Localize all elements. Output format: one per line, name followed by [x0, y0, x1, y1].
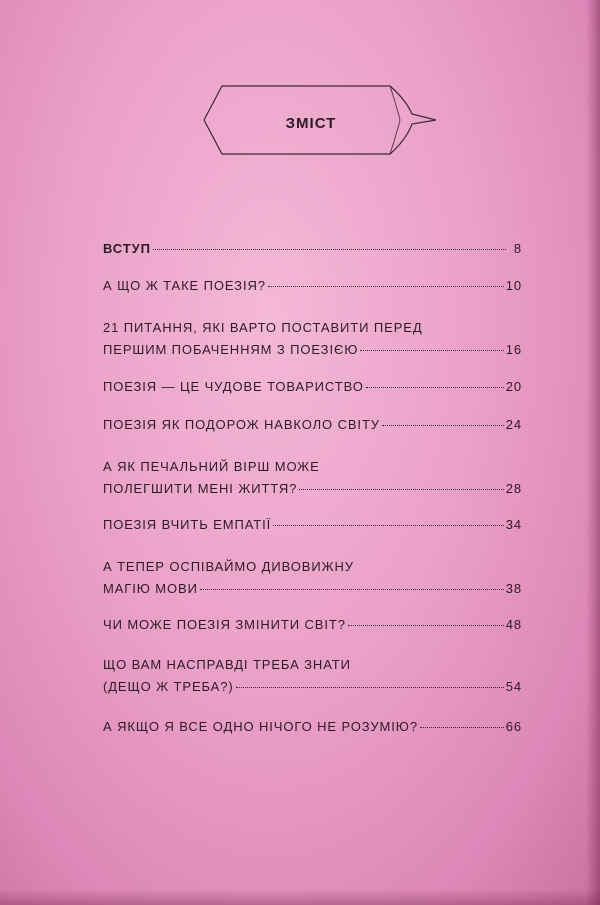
toc-entry-title-line2: (ДЕЩО Ж ТРЕБА?) — [103, 679, 234, 694]
page-bottom-shadow — [0, 889, 600, 905]
toc-entry-title-line2: ПЕРШИМ ПОБАЧЕННЯМ З ПОЕЗІЄЮ — [103, 342, 359, 357]
toc-page-number: 28 — [505, 481, 522, 496]
title-frame — [200, 84, 440, 158]
toc-entry[interactable] — [103, 414, 522, 436]
toc-entry-title: ПОЕЗІЯ ВЧИТЬ ЕМПАТІЇ — [103, 517, 272, 532]
dot-leader — [200, 588, 504, 590]
toc-page-number: 16 — [505, 342, 522, 357]
toc-entry-title-line2: ПОЛЕГШИТИ МЕНІ ЖИТТЯ? — [103, 481, 298, 496]
dot-leader — [236, 686, 504, 688]
toc-entry-title: ПОЕЗІЯ ЯК ПОДОРОЖ НАВКОЛО СВІТУ — [103, 417, 380, 432]
toc-page-number: 34 — [505, 517, 522, 532]
dot-leader — [348, 624, 504, 626]
toc-entry-title: А ЯКЩО Я ВСЕ ОДНО НІЧОГО НЕ РОЗУМІЮ? — [103, 719, 418, 734]
toc-page-number: 24 — [505, 417, 522, 432]
toc-entry[interactable] — [103, 275, 522, 297]
toc-page-number: 8 — [513, 241, 522, 256]
page-edge-shadow — [586, 0, 600, 905]
toc-entry-title: А ЯК ПЕЧАЛЬНИЙ ВІРШ МОЖЕ — [103, 459, 320, 474]
toc-entry[interactable] — [103, 456, 522, 500]
toc-page-number: 48 — [505, 617, 522, 632]
toc-entry-title: А ТЕПЕР ОСПІВАЙМО ДИВОВИЖНУ — [103, 559, 354, 574]
toc-entry-title: А ЩО Ж ТАКЕ ПОЕЗІЯ? — [103, 278, 266, 293]
toc-entry-title: ЩО ВАМ НАСПРАВДІ ТРЕБА ЗНАТИ — [103, 657, 351, 672]
dot-leader — [420, 726, 504, 728]
toc-entry[interactable] — [103, 514, 522, 536]
toc-page-number: 66 — [505, 719, 522, 734]
dot-leader — [366, 386, 504, 388]
toc-entry-title: ЧИ МОЖЕ ПОЕЗІЯ ЗМІНИТИ СВІТ? — [103, 617, 346, 632]
toc-entry[interactable] — [103, 654, 522, 698]
toc-entry[interactable] — [103, 376, 522, 398]
toc-page-number: 10 — [505, 278, 522, 293]
dot-leader — [268, 285, 504, 287]
toc-entry[interactable] — [103, 716, 522, 738]
toc-entry-title: ВСТУП — [103, 241, 151, 256]
dot-leader — [153, 248, 506, 250]
toc-entry[interactable] — [103, 317, 522, 361]
toc-entry-title: 21 ПИТАННЯ, ЯКІ ВАРТО ПОСТАВИТИ ПЕРЕД — [103, 320, 423, 335]
dot-leader — [273, 524, 504, 526]
dot-leader — [360, 349, 504, 351]
toc-entry-intro[interactable] — [103, 238, 522, 260]
toc-page-number: 54 — [505, 679, 522, 694]
page-title: ЗМІСТ — [285, 115, 337, 132]
toc-entry[interactable] — [103, 556, 522, 600]
toc-entry[interactable] — [103, 614, 522, 636]
dot-leader — [382, 424, 504, 426]
toc-entry-title-line2: МАГІЮ МОВИ — [103, 581, 198, 596]
toc-page-number: 20 — [505, 379, 522, 394]
dot-leader — [299, 488, 503, 490]
toc-page-number: 38 — [505, 581, 522, 596]
toc-entry-title: ПОЕЗІЯ — ЦЕ ЧУДОВЕ ТОВАРИСТВО — [103, 379, 364, 394]
